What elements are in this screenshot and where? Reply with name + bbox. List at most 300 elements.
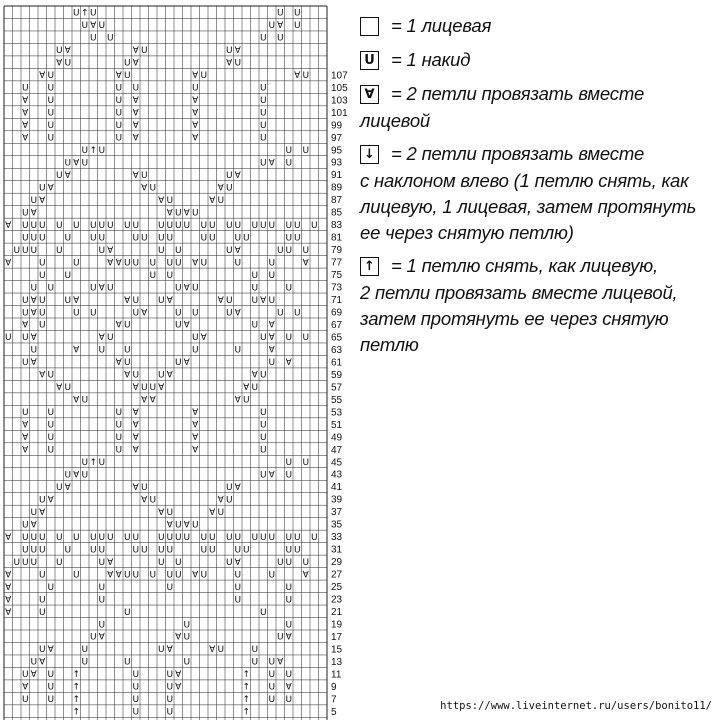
yarn-over-cell: U — [72, 8, 80, 19]
yarn-over-cell: U — [21, 220, 29, 231]
yarn-over-cell: U — [166, 195, 174, 206]
yarn-over-cell: U — [149, 183, 157, 194]
yarn-over-cell: U — [191, 283, 199, 294]
yarn-over-cell: U — [302, 245, 310, 256]
yarn-over-cell: U — [132, 532, 140, 543]
yarn-over-cell: U — [174, 258, 182, 269]
k2tog-cell: ∀ — [277, 21, 284, 32]
yarn-over-cell: U — [98, 220, 106, 231]
yarn-over-cell: U — [174, 208, 182, 219]
k2tog-cell: ∀ — [5, 570, 12, 581]
yarn-over-cell: U — [191, 333, 199, 344]
yarn-over-cell: U — [47, 96, 55, 107]
k2tog-cell: ∀ — [132, 445, 139, 456]
yarn-over-cell: U — [21, 358, 29, 369]
yarn-over-cell: U — [166, 582, 174, 593]
row-number: 41 — [331, 482, 343, 494]
k2tog-cell: ∀ — [39, 507, 46, 518]
k2tog-cell: ∀ — [132, 96, 139, 107]
yarn-over-cell: U — [259, 158, 267, 169]
yarn-over-cell: U — [64, 270, 72, 281]
yarn-over-cell: U — [55, 46, 63, 57]
yarn-over-cell: U — [98, 245, 106, 256]
k2tog-cell: ∀ — [217, 183, 224, 194]
row-number: 49 — [331, 432, 343, 444]
k2tog-cell: ∀ — [22, 121, 29, 132]
k2tog-cell: ∀ — [39, 195, 46, 206]
yarn-over-cell: U — [200, 71, 208, 82]
yarn-over-cell: U — [140, 482, 148, 493]
k2tog-cell: ∀ — [132, 58, 139, 69]
k2tog-cell: ∀ — [132, 433, 139, 444]
yarn-over-cell: U — [259, 83, 267, 94]
k2tog-cell: ∀ — [73, 395, 80, 406]
legend-item-yarn-over — [360, 46, 712, 74]
row-number: 17 — [331, 631, 343, 643]
yarn-over-cell: U — [174, 570, 182, 581]
k2tog-cell: ∀ — [294, 71, 301, 82]
yarn-over-cell: U — [268, 695, 276, 706]
yarn-over-cell: U — [149, 570, 157, 581]
yarn-over-cell: U — [276, 245, 284, 256]
yarn-over-cell: U — [293, 308, 301, 319]
yarn-over-cell: U — [89, 308, 97, 319]
yarn-over-cell: U — [285, 620, 293, 631]
yarn-over-cell: U — [234, 58, 242, 69]
yarn-over-cell: U — [55, 170, 63, 181]
yarn-over-cell: U — [123, 358, 131, 369]
yarn-over-cell: U — [115, 445, 123, 456]
k2tog-cell: ∀ — [115, 71, 122, 82]
yarn-over-cell: U — [30, 557, 38, 568]
yarn-over-cell: U — [47, 682, 55, 693]
yarn-over-cell: U — [293, 220, 301, 231]
yarn-over-cell: U — [81, 395, 89, 406]
legend — [360, 12, 712, 358]
yarn-over-cell: U — [38, 595, 46, 606]
yarn-over-cell: U — [98, 532, 106, 543]
yarn-over-cell: U — [98, 557, 106, 568]
k2tog-cell: ∀ — [107, 557, 114, 568]
k2tog-cell: ∀ — [5, 258, 12, 269]
yarn-over-cell: U — [30, 545, 38, 556]
yarn-over-cell: U — [183, 657, 191, 668]
yarn-over-cell: U — [89, 632, 97, 643]
yarn-over-cell: U — [38, 607, 46, 618]
yarn-over-cell: U — [234, 345, 242, 356]
yarn-over-cell: U — [38, 220, 46, 231]
yarn-over-cell: U — [89, 220, 97, 231]
yarn-over-cell: U — [89, 8, 97, 19]
k2tog-cell: ∀ — [209, 645, 216, 656]
yarn-over-cell: U — [140, 233, 148, 244]
k2tog-cell: ∀ — [56, 383, 63, 394]
row-number: 45 — [331, 457, 343, 469]
yarn-over-cell: U — [166, 233, 174, 244]
yarn-over-cell: U — [259, 121, 267, 132]
k2tog-cell: ∀ — [192, 108, 199, 119]
yarn-over-cell: U — [89, 545, 97, 556]
yarn-over-cell: U — [208, 545, 216, 556]
yarn-over-cell: U — [200, 545, 208, 556]
k2tog-cell: ∀ — [30, 308, 37, 319]
yarn-over-cell: U — [140, 46, 148, 57]
legend-item-ssk — [360, 140, 712, 246]
sk2p-arrow-up-icon: ↑ — [89, 458, 98, 469]
row-number: 27 — [331, 569, 343, 581]
yarn-over-cell: U — [21, 520, 29, 531]
k2tog-cell: ∀ — [30, 333, 37, 344]
yarn-over-cell: U — [225, 245, 233, 256]
yarn-over-cell: U — [242, 395, 250, 406]
sk2p-arrow-up-icon: ↑ — [72, 670, 81, 681]
yarn-over-cell: U — [285, 470, 293, 481]
k2tog-cell: ∀ — [209, 195, 216, 206]
yarn-over-cell: U — [38, 570, 46, 581]
yarn-over-cell: U — [30, 507, 38, 518]
sk2p-arrow-up-icon: ↑ — [72, 682, 81, 693]
ssk-arrow-down-icon: ↓ — [360, 145, 379, 164]
yarn-over-cell: U — [132, 83, 140, 94]
yarn-over-cell: U — [310, 220, 318, 231]
yarn-over-cell: U — [259, 420, 267, 431]
k2tog-cell: ∀ — [39, 71, 46, 82]
row-number: 71 — [331, 295, 343, 307]
yarn-over-cell: U — [38, 270, 46, 281]
legend-item-k2tog — [360, 80, 712, 134]
yarn-over-cell: U — [81, 645, 89, 656]
yarn-over-cell: U — [89, 233, 97, 244]
sk2p-arrow-up-icon: ↑ — [72, 695, 81, 706]
yarn-over-cell: U — [132, 570, 140, 581]
k2tog-cell: ∀ — [268, 470, 275, 481]
yarn-over-cell: U — [98, 595, 106, 606]
k2tog-cell: ∀ — [234, 557, 241, 568]
k2tog-cell: ∀ — [22, 96, 29, 107]
k2tog-cell: ∀ — [141, 183, 148, 194]
yarn-over-cell: U — [140, 545, 148, 556]
k2tog-cell: ∀ — [192, 258, 199, 269]
yarn-over-cell: U — [285, 233, 293, 244]
k2tog-cell: ∀ — [22, 433, 29, 444]
yarn-over-cell: U — [106, 283, 114, 294]
yarn-over-cell: U — [123, 657, 131, 668]
yarn-over-cell: U — [132, 695, 140, 706]
yarn-over-cell: U — [276, 557, 284, 568]
yarn-over-cell: U — [174, 358, 182, 369]
row-number: 65 — [331, 332, 343, 344]
yarn-over-cell: U — [268, 657, 276, 668]
row-number: 33 — [331, 532, 343, 544]
yarn-over-cell: U — [276, 632, 284, 643]
yarn-over-cell: U — [21, 308, 29, 319]
yarn-over-cell: U — [98, 458, 106, 469]
sk2p-arrow-up-icon: ↑ — [72, 707, 81, 718]
sk2p-arrow-up-icon: ↑ — [89, 146, 98, 157]
yarn-over-cell: U — [98, 345, 106, 356]
yarn-over-cell: U — [285, 245, 293, 256]
yarn-over-cell: U — [47, 445, 55, 456]
yarn-over-cell: U — [259, 445, 267, 456]
k2tog-cell: ∀ — [166, 295, 173, 306]
yarn-over-cell: U — [166, 545, 174, 556]
yarn-over-cell: U — [166, 532, 174, 543]
yarn-over-cell: U — [157, 233, 165, 244]
yarn-over-cell: U — [115, 420, 123, 431]
yarn-over-cell: U — [38, 645, 46, 656]
yarn-over-cell: U — [225, 495, 233, 506]
yarn-over-cell: U — [268, 295, 276, 306]
yarn-over-cell: U — [225, 46, 233, 57]
k2tog-cell: ∀ — [22, 445, 29, 456]
yarn-over-cell: U — [268, 270, 276, 281]
yarn-over-cell: U — [98, 233, 106, 244]
legend-text-ssk-line4: ее через снятую петлю) — [360, 222, 574, 243]
yarn-over-cell: U — [225, 532, 233, 543]
row-number: 79 — [331, 245, 343, 257]
yarn-over-cell: U — [268, 682, 276, 693]
sk2p-arrow-up-icon: ↑ — [242, 695, 251, 706]
yarn-over-cell: U — [208, 532, 216, 543]
yarn-over-cell: U — [285, 582, 293, 593]
k2tog-cell: ∀ — [132, 420, 139, 431]
k2tog-cell: ∀ — [277, 657, 284, 668]
yarn-over-cell: U — [174, 245, 182, 256]
yarn-over-cell: U — [251, 270, 259, 281]
yarn-over-cell: U — [268, 532, 276, 543]
yarn-over-cell: U — [21, 408, 29, 419]
yarn-over-cell: U — [115, 83, 123, 94]
k2tog-cell: ∀ — [234, 170, 241, 181]
yarn-over-cell: U — [302, 146, 310, 157]
yarn-over-cell: U — [285, 220, 293, 231]
k2tog-cell: ∀ — [268, 320, 275, 331]
yarn-over-cell: U — [81, 657, 89, 668]
row-number: 81 — [331, 232, 343, 244]
row-number: 73 — [331, 282, 343, 294]
yarn-over-cell: U — [268, 570, 276, 581]
yarn-over-cell: U — [38, 295, 46, 306]
yarn-over-cell: U — [166, 570, 174, 581]
k2tog-cell: ∀ — [285, 358, 292, 369]
k2tog-cell: ∀ — [158, 507, 165, 518]
yarn-over-cell: U — [115, 96, 123, 107]
k2tog-cell: ∀ — [90, 21, 97, 32]
yarn-over-cell: U — [217, 645, 225, 656]
sk2p-arrow-up-icon: ↑ — [242, 670, 251, 681]
yarn-over-cell: U — [140, 383, 148, 394]
yarn-over-cell: U — [293, 233, 301, 244]
k2tog-cell: ∀ — [166, 370, 173, 381]
yarn-over-cell: U — [157, 220, 165, 231]
yarn-over-cell: U — [30, 195, 38, 206]
k2tog-cell: ∀ — [166, 520, 173, 531]
yarn-over-cell: U — [47, 108, 55, 119]
yarn-over-cell: U — [132, 233, 140, 244]
yarn-over-cell: U — [166, 220, 174, 231]
k2tog-icon: ∀ — [360, 85, 379, 104]
yarn-over-cell: U — [208, 220, 216, 231]
yarn-over-cell: U — [225, 295, 233, 306]
yarn-over-cell: U — [285, 670, 293, 681]
yarn-over-cell: U — [64, 545, 72, 556]
k2tog-cell: ∀ — [251, 370, 258, 381]
k2tog-cell: ∀ — [22, 108, 29, 119]
k2tog-cell: ∀ — [183, 520, 190, 531]
yarn-over-cell: U — [30, 657, 38, 668]
yarn-over-cell: U — [259, 108, 267, 119]
yarn-over-cell: U — [285, 557, 293, 568]
yarn-over-cell: U — [259, 532, 267, 543]
yarn-over-cell: U — [30, 283, 38, 294]
k2tog-cell: ∀ — [192, 121, 199, 132]
yarn-over-cell: U — [13, 245, 21, 256]
k2tog-cell: ∀ — [73, 295, 80, 306]
yarn-over-cell: U — [166, 695, 174, 706]
chart-symbols — [5, 9, 318, 720]
yarn-over-cell: U — [47, 670, 55, 681]
k2tog-cell: ∀ — [132, 408, 139, 419]
k2tog-cell: ∀ — [30, 358, 37, 369]
yarn-over-cell: U — [81, 470, 89, 481]
yarn-over-cell: U — [123, 345, 131, 356]
row-number: 35 — [331, 519, 343, 531]
row-number: 99 — [331, 120, 343, 132]
row-number: 37 — [331, 507, 343, 519]
yarn-over-cell: U — [225, 170, 233, 181]
yarn-over-cell: U — [72, 258, 80, 269]
yarn-over-cell: U — [64, 233, 72, 244]
k2tog-cell: ∀ — [30, 208, 37, 219]
yarn-over-cell: U — [251, 295, 259, 306]
yarn-over-cell: U — [132, 295, 140, 306]
legend-text-sk2p-line3: затем протянуть ее через снятую — [360, 308, 669, 329]
yarn-over-cell: U — [166, 258, 174, 269]
row-number: 55 — [331, 394, 343, 406]
row-number: 5 — [331, 706, 337, 718]
row-number: 39 — [331, 494, 343, 506]
yarn-over-cell: U — [132, 670, 140, 681]
k2tog-cell: ∀ — [175, 632, 182, 643]
yarn-over-cell: U — [157, 370, 165, 381]
yarn-over-cell: U — [174, 283, 182, 294]
k2tog-cell: ∀ — [47, 495, 54, 506]
yarn-over-cell: U — [174, 557, 182, 568]
k2tog-cell: ∀ — [22, 682, 29, 693]
yarn-over-cell: U — [251, 320, 259, 331]
row-number: 105 — [331, 82, 348, 94]
yarn-over-cell: U — [21, 295, 29, 306]
k2tog-cell: ∀ — [39, 370, 46, 381]
k2tog-cell: ∀ — [115, 320, 122, 331]
k2tog-cell: ∀ — [132, 383, 139, 394]
k2tog-cell: ∀ — [226, 58, 233, 69]
row-number: 47 — [331, 444, 343, 456]
yarn-over-cell: U — [302, 71, 310, 82]
yarn-over-cell: U — [174, 220, 182, 231]
yarn-over-cell: U — [89, 33, 97, 44]
yarn-over-cell: U — [115, 121, 123, 132]
yarn-over-cell: U — [38, 183, 46, 194]
yarn-over-cell: U — [157, 245, 165, 256]
yarn-over-cell: U — [157, 295, 165, 306]
k2tog-cell: ∀ — [192, 133, 199, 144]
row-number: 67 — [331, 319, 343, 331]
yarn-over-cell: U — [234, 233, 242, 244]
yarn-over-cell: U — [13, 557, 21, 568]
yarn-over-cell: U — [47, 408, 55, 419]
k2tog-cell: ∀ — [234, 395, 241, 406]
k2tog-cell: ∀ — [217, 295, 224, 306]
k2tog-cell: ∀ — [22, 420, 29, 431]
yarn-over-cell: U — [276, 308, 284, 319]
k2tog-cell: ∀ — [192, 445, 199, 456]
yarn-over-cell: U — [200, 233, 208, 244]
yarn-over-cell: U — [140, 170, 148, 181]
k2tog-cell: ∀ — [192, 433, 199, 444]
yarn-over-cell: U — [251, 383, 259, 394]
yarn-over-cell: U — [132, 707, 140, 718]
yarn-over-cell: U — [30, 233, 38, 244]
yarn-over-cell: U — [285, 695, 293, 706]
k2tog-cell: ∀ — [98, 333, 105, 344]
yarn-over-cell: U — [225, 183, 233, 194]
yarn-over-cell: U — [191, 208, 199, 219]
yarn-over-cell: U — [64, 58, 72, 69]
yarn-over-cell: U — [149, 383, 157, 394]
k2tog-cell: ∀ — [268, 345, 275, 356]
yarn-over-cell: U — [64, 470, 72, 481]
yarn-over-cell: U — [234, 570, 242, 581]
k2tog-cell: ∀ — [302, 258, 309, 269]
row-number: 51 — [331, 419, 343, 431]
yarn-over-cell: U — [259, 333, 267, 344]
yarn-over-cell: U — [191, 83, 199, 94]
yarn-over-icon: U — [360, 51, 379, 70]
row-number: 7 — [331, 694, 337, 706]
yarn-over-cell: U — [106, 33, 114, 44]
k2tog-cell: ∀ — [192, 570, 199, 581]
k2tog-cell: ∀ — [107, 258, 114, 269]
yarn-over-cell: U — [174, 520, 182, 531]
yarn-over-cell: U — [200, 220, 208, 231]
source-url[interactable]: https://www.liveinternet.ru/users/bonito11/ — [440, 700, 712, 712]
yarn-over-cell: U — [183, 532, 191, 543]
k2tog-cell: ∀ — [209, 507, 216, 518]
sk2p-arrow-up-icon: ↑ — [242, 682, 251, 693]
k2tog-cell: ∀ — [47, 645, 54, 656]
legend-text-yarn-over: = 1 накид — [391, 49, 471, 70]
row-number: 19 — [331, 619, 343, 631]
yarn-over-cell: U — [123, 71, 131, 82]
row-number: 23 — [331, 594, 343, 606]
k2tog-cell: ∀ — [115, 570, 122, 581]
yarn-over-cell: U — [149, 258, 157, 269]
k2tog-cell: ∀ — [234, 46, 241, 57]
yarn-over-cell: U — [38, 320, 46, 331]
yarn-over-cell: U — [21, 557, 29, 568]
yarn-over-cell: U — [242, 545, 250, 556]
yarn-over-cell: U — [132, 682, 140, 693]
row-number: 95 — [331, 145, 343, 157]
k2tog-cell: ∀ — [132, 46, 139, 57]
k2tog-cell: ∀ — [285, 682, 292, 693]
yarn-over-cell: U — [47, 695, 55, 706]
yarn-over-cell: U — [30, 532, 38, 543]
k2tog-cell: ∀ — [64, 46, 71, 57]
yarn-over-cell: U — [21, 208, 29, 219]
row-number: 11 — [331, 669, 342, 681]
